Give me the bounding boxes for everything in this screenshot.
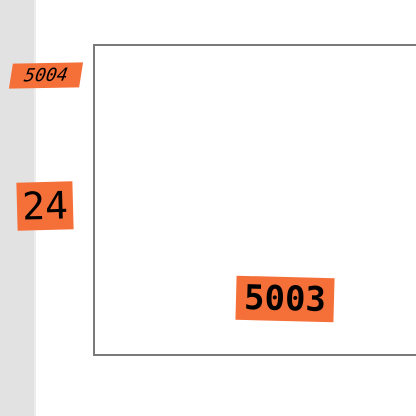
label-tag-5003: 5003 xyxy=(235,276,334,323)
label-tag-5004: 5004 xyxy=(9,62,83,88)
label-tag-24: 24 xyxy=(16,181,73,230)
